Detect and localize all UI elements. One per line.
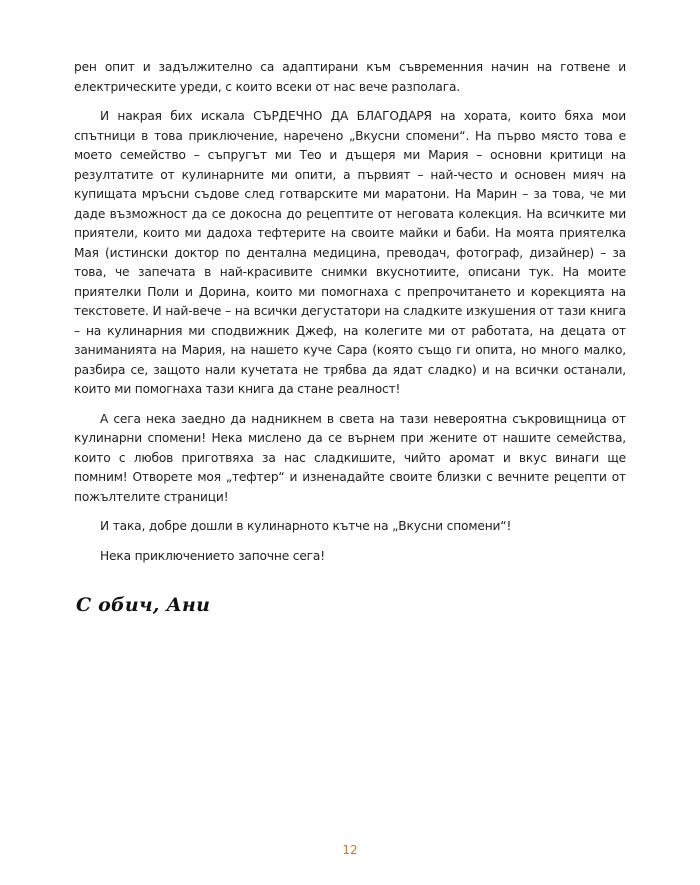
page-number: 12 [342,843,358,857]
paragraph-acknowledgements: И накрая бих искала СЪРДЕЧНО ДА БЛАГОДАРЯ на хората, които бяха мои спътници в това приключение, наречено „Вкусни спомени“. На първо място това е моето семейство – съпругът ми Тео и дъщеря ми Мария – основни критици на резултатите от кулинарните ми опити, а първият – най-често и основен мияч на купищата мръсни съдове след готварските ми маратони. На Марин – за това, че ми даде възможност да се докосна до рецептите от неговата колекция. На всичките ми приятели, които ми дадоха тефтерите на своите майки и баби. На моята приятелка Мая (истински доктор по дентална медицина, преводач, фотограф, дизайнер) – за това, че запечата в най-красивите снимки вкуснотиите, описани тук. На моите приятелки Поли и Дорина, които ми помогнаха с препрочитането и корекцията на текстовете. И най-вече – на всички дегустатори на сладките изкушения от тази книга – на кулинарния ми сподвижник Джеф, на колегите ми от работата, на децата от заниманията на Мария, на нашето куче Сара (която също ги опита, но много малко, разбира се, защото нали кучетата не трябва да ядат сладко) и на всички останали, които ми помогнаха тази книга да стане реалност! [74,109,626,396]
page-body [74,58,626,576]
signature: С обич, Ани [76,594,211,616]
paragraph-invitation: А сега нека заедно да надникнем в света на тази невероятна съкровищница от кулинарни спомени! Нека мислено да се върнем при жените от нашите семейства, които с любов приготвяха за нас сладкишите, чийто аромат и вкус винаги ще помним! Отворете моя „тефтер“ и изненадайте своите близки с вечните рецепти от пожълтелите страници! [74,411,626,504]
paragraph-welcome: И така, добре дошли в кулинарното кътче на „Вкусни спомени“! [100,519,512,533]
paragraph-closing: Нека приключението започне сега! [100,548,325,563]
paragraph-continuation: рен опит и задължително са адаптирани към съвременния начин на готвене и електрическите уреди, с които всеки от нас вече разполага. [74,60,626,94]
